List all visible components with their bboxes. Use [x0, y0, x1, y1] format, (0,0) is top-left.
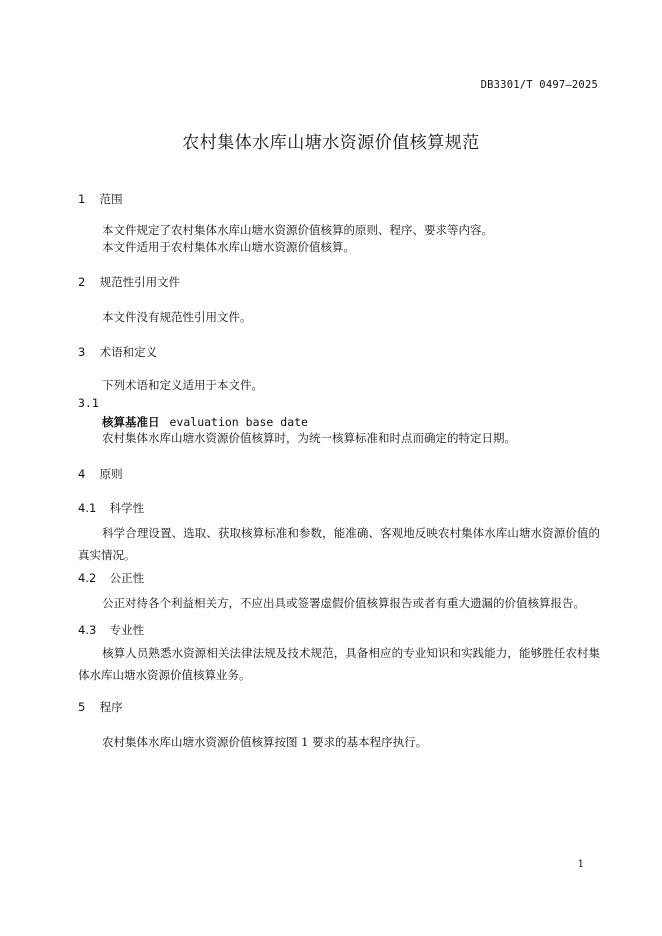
- term-name-en: evaluation base date: [169, 415, 308, 429]
- section-2-heading: [78, 274, 180, 290]
- subsection-4-3-heading: [78, 622, 144, 638]
- subsection-4-1-heading: [78, 500, 144, 516]
- term-definition: 农村集体水库山塘水资源价值核算时，为统一核算标准和时点而确定的特定日期。: [102, 431, 516, 445]
- subsection-title: 公正性: [109, 571, 145, 585]
- standard-code: DB3301/T 0497—2025: [480, 79, 598, 91]
- section-number: 2: [78, 275, 86, 289]
- subsection-title: 科学性: [109, 501, 145, 515]
- term-name-cn: 核算基准日: [102, 415, 160, 429]
- section-title: 术语和定义: [99, 345, 158, 359]
- subsection-number: 4.3: [78, 623, 97, 637]
- section-number: 1: [78, 192, 86, 206]
- section-1-paragraph-1: 本文件规定了农村集体水库山塘水资源价值核算的原则、程序、要求等内容。: [102, 223, 493, 237]
- section-number: 3: [78, 345, 86, 359]
- section-5-heading: [78, 699, 123, 715]
- page-number: 1: [577, 859, 584, 870]
- section-number: 4: [78, 467, 86, 481]
- section-title: 原则: [99, 467, 123, 481]
- section-number: 5: [78, 700, 86, 714]
- section-title: 范围: [99, 192, 123, 206]
- section-2-paragraph: 本文件没有规范性引用文件。: [102, 310, 252, 324]
- subsection-4-2-heading: [78, 570, 144, 586]
- section-title: 程序: [99, 700, 123, 714]
- subsection-number: 4.2: [78, 571, 97, 585]
- document-title: 农村集体水库山塘水资源价值核算规范: [182, 133, 480, 153]
- section-3-paragraph: 下列术语和定义适用于本文件。: [102, 378, 263, 392]
- subsection-4-1-text: 科学合理设置、选取、获取核算标准和参数，能准确、客观地反映农村集体水库山塘水资源价值的真实情况。: [78, 526, 600, 562]
- section-1-heading: [78, 191, 123, 207]
- subsection-4-2-text: 公正对待各个利益相关方，不应出具或签署虚假价值核算报告或者有重大遗漏的价值核算报告。: [102, 596, 585, 610]
- subsection-number: 4.1: [78, 501, 97, 515]
- section-1-paragraph-2: 本文件适用于农村集体水库山塘水资源价值核算。: [102, 240, 355, 254]
- section-3-heading: [78, 344, 157, 360]
- section-4-heading: [78, 466, 123, 482]
- term-number: 3.1: [78, 396, 99, 410]
- section-title: 规范性引用文件: [99, 275, 181, 289]
- subsection-4-3-text: 核算人员熟悉水资源相关法律法规及技术规范，具备相应的专业知识和实践能力，能够胜任农村集体水库山塘水资源价值核算业务。: [78, 646, 600, 682]
- subsection-title: 专业性: [109, 623, 145, 637]
- section-5-paragraph: 农村集体水库山塘水资源价值核算按图 1 要求的基本程序执行。: [102, 735, 428, 749]
